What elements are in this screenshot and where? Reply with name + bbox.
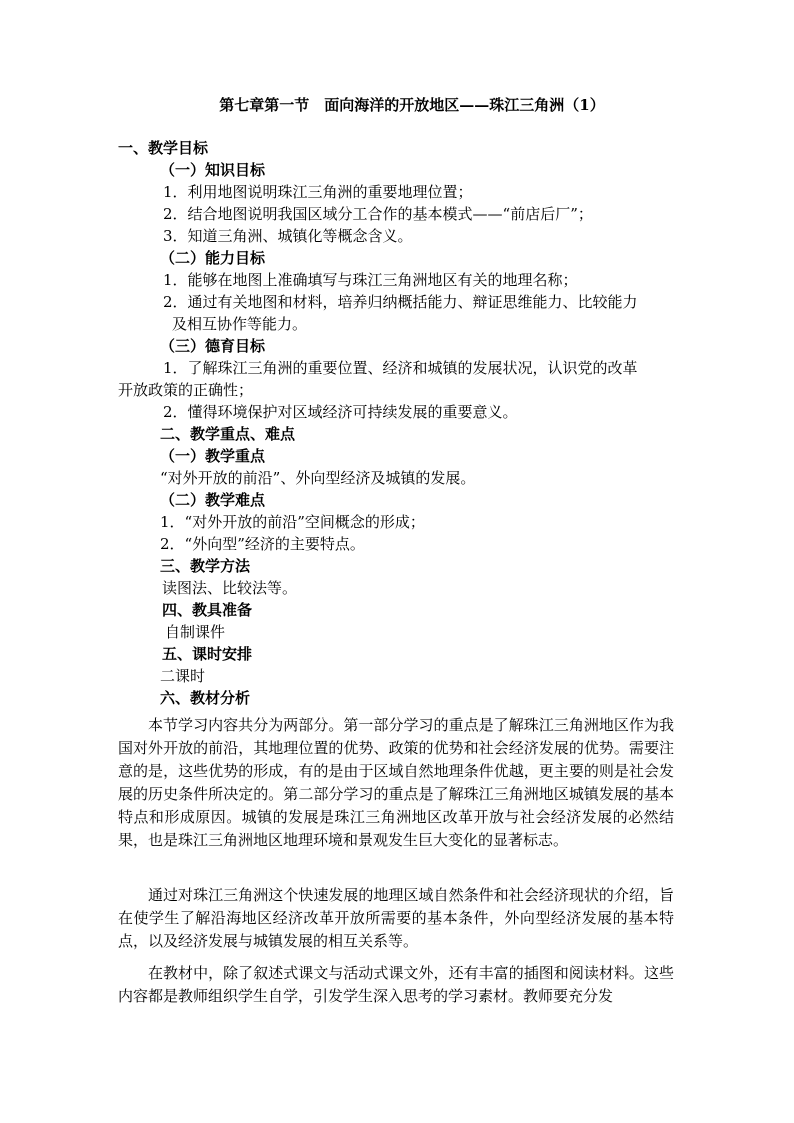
schedule-text: 二课时 bbox=[160, 667, 206, 685]
difficulty-2: 2．“外向型”经济的主要特点。 bbox=[160, 535, 365, 553]
analysis-paragraph-2: 通过对珠江三角洲这个快速发展的地理区域自然条件和社会经济现状的介绍，旨在使学生了解沿海地区经济改革开放所需要的基本条件，外向型经济发展的基本特点，以及经济发展与城镇发展的相互关系等。 bbox=[118, 886, 674, 950]
knowledge-goals-heading: （一）知识目标 bbox=[160, 161, 266, 179]
analysis-paragraph-1: 本节学习内容共分为两部分。第一部分学习的重点是了解珠江三角洲地区作为我国对外开放的前沿，其地理位置的优势、政策的优势和社会经济发展的优势。需要注意的是，这些优势的形成，有的是由于区域自然地理条件优越，更主要的则是社会发展的历史条件所决定的。第二部分学习的重点是了解珠江三角洲地区城镇发展的基本特点和形成原因。城镇的发展是珠江三角洲地区改革开放与社会经济发展的必然结果，也是珠江三角洲地区地理环境和景观发生巨大变化的显著标志。 bbox=[118, 716, 674, 849]
ability-goals-heading: （二）能力目标 bbox=[160, 249, 266, 267]
key-points-heading: （一）教学重点 bbox=[160, 447, 266, 465]
section-5-heading: 五、课时安排 bbox=[162, 645, 253, 663]
difficulty-1: 1．“对外开放的前沿”空间概念的形成； bbox=[160, 513, 425, 531]
section-6-heading: 六、教材分析 bbox=[160, 689, 251, 707]
ability-goal-1: 1．能够在地图上准确填写与珠江三角洲地区有关的地理名称； bbox=[163, 271, 578, 289]
ability-goal-2-cont: 及相互协作等能力。 bbox=[172, 315, 308, 333]
moral-goals-heading: （三）德育目标 bbox=[160, 337, 266, 355]
moral-goal-2: 2．懂得环境保护对区域经济可持续发展的重要意义。 bbox=[163, 403, 518, 421]
knowledge-goal-2: 2．结合地图说明我国区域分工合作的基本模式——“前店后厂”； bbox=[163, 205, 593, 223]
section-1-heading: 一、教学目标 bbox=[118, 139, 209, 157]
document-title: 第七章第一节 面向海洋的开放地区——珠江三角洲（1） bbox=[219, 96, 605, 114]
knowledge-goal-3: 3．知道三角洲、城镇化等概念含义。 bbox=[163, 227, 413, 245]
analysis-paragraph-3: 在教材中，除了叙述式课文与活动式课文外，还有丰富的插图和阅读材料。这些内容都是教师组织学生自学，引发学生深入思考的学习素材。教师要充分发 bbox=[118, 964, 674, 1005]
section-3-heading: 三、教学方法 bbox=[160, 557, 251, 575]
difficulties-heading: （二）教学难点 bbox=[160, 491, 266, 509]
methods-text: 读图法、比较法等。 bbox=[162, 579, 298, 597]
ability-goal-2: 2．通过有关地图和材料，培养归纳概括能力、辩证思维能力、比较能力 bbox=[163, 293, 638, 311]
key-points-text: “对外开放的前沿”、外向型经济及城镇的发展。 bbox=[160, 469, 476, 487]
moral-goal-1: 1．了解珠江三角洲的重要位置、经济和城镇的发展状况，认识党的改革 bbox=[163, 359, 638, 377]
moral-goal-1-cont: 开放政策的正确性； bbox=[118, 381, 254, 399]
section-2-heading: 二、教学重点、难点 bbox=[160, 425, 296, 443]
section-4-heading: 四、教具准备 bbox=[162, 601, 253, 619]
knowledge-goal-1: 1．利用地图说明珠江三角洲的重要地理位置； bbox=[163, 183, 473, 201]
materials-text: 自制课件 bbox=[165, 623, 226, 641]
